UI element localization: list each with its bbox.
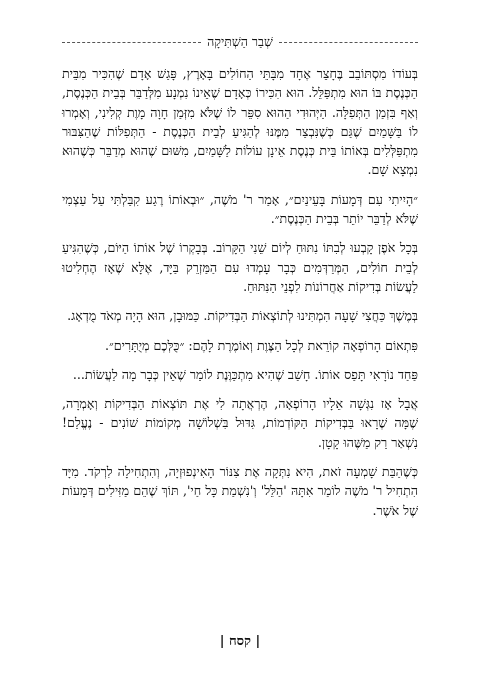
paragraph: פִּתְאוֹם הָרוֹפְאָה קוֹרֵאת לְכָל הַצֶּוֶת וְאוֹמֶרֶת לָהֶם: ״כֻּלְּכֶם מְיֻתָּרִים״. [104,337,418,353]
body-text [62,64,418,530]
page-header [62,33,418,51]
paragraph: פַּחַד נוֹרָאִי תָּפַס אוֹתוֹ. חָשַׁב שֶׁהִיא מִתְכַּוֶּנֶת לוֹמַר שֶׁאֵין כְּבָר מָה לַעֲשׂוֹת... [72,366,418,382]
paragraph: בְּמֶשֶׁךְ כַּחֲצִי שָׁעָה הִמְתִּינוּ לְתוֹצְאוֹת הַבְּדִיקוֹת. כַּמּוּבָן, הוּא הָיָה מְאֹד מֻדְאָג. [67,308,418,324]
header-rule-left [62,42,201,43]
chapter-title: שְׁבַר הַשְׁתִּיקָה [207,34,273,49]
paragraph: ״הָיִיתִי עִם דְּמָעוֹת בָּעֵינַיִם״, אָמַר ר' מֹשֶׁה, ״וּבְאוֹתוֹ רֶגַע קִבַּלְתִּי עַל עַצְמִי שֶׁלֹּא לְדַבֵּר יוֹתֵר בְּבֵית הַכְּנֶסֶת״. [62,191,418,227]
header-rule-right [279,42,418,43]
paragraph: אֲבָל אָז נִגְּשָׁה אֵלָיו הָרוֹפְאָה, הֶרְאֲתָה לִי אֶת תּוֹצְאוֹת הַבְּדִיקוֹת וְאָמְרָה, שֶׁמָּה שֶׁרָאוּ בַּבְּדִיקוֹת הַקּוֹדְמוֹת, גִּדּוּל בִּשְׁלוֹשָׁה מְקוֹמוֹת שׁוֹנִים - נֶעֱלַם! נִשְׁאַר רַק מַשֶּׁהוּ קָטָן. [62,396,418,450]
paragraph: בְּכָל אֹפֶן קָבְעוּ לְבִתּוֹ נִתּוּחַ לְיוֹם שֵׁנִי הַקָּרוֹב. בְּבָקְרוֹ שֶׁל אוֹתוֹ הַיּוֹם, כְּשֶׁהִגִּיעַ לְבֵית חוֹלִים, הַמְּרַדְּמִים כְּבָר עָמְדוּ עִם הַמַּזְרֵק בַּיָּד, אֶלָּא שֶׁאָז הֶחְלִיטוּ לַעֲשׂוֹת בְּדִיקוֹת אַחֲרוֹנוֹת לִפְנֵי הַנִּתּוּחַ. [62,240,418,294]
paragraph: כְּשֶׁהַבַּת שָׁמְעָה זֹאת, הִיא נִתְּקָה אֶת צִנּוֹר הָאִינְפוּזְיָה, וְהִתְחִילָה לִרְקֹד. מִיָּד הִתְחִיל ר' מֹשֶׁה לוֹמַר אִתָּהּ 'הַלֵּל' וְ'נִשְׁמַת כָּל חַי', תּוֹךְ שֶׁהֵם מַזִּילִים דְּמָעוֹת שֶׁל אֹשֶׁר. [62,464,418,518]
page-number: | קסח | [219,634,261,649]
paragraph: בְּעוֹדוֹ מִסְתּוֹבֵב בֶּחָצֵר אֶחָד מִבָּתֵּי הַחוֹלִים בָּאָרֶץ, פָּגַשׁ אָדָם שֶׁהִכִּיר מִבֵּית הַכְּנֶסֶת בּוֹ הוּא מִתְפַּלֵּל. הוּא הִכִּירוֹ כְּאָדָם שֶׁאֵינוֹ נִמְנָע מִלְּדַבֵּר בְּבֵית הַכְּנֶסֶת, וְאַף בִּזְמַן הַתְּפִלָּה. הַיְּהוּדִי הַהוּא סִפֵּר לוֹ שֶׁלֹּא מִזְּמַן חָוָה מָוֶת קְלִינִי, וְאָמְרוּ לוֹ בַּשָּׁמַיִם שֶׁגַּם כְּשֶׁנִּבְצַר מִמֶּנּוּ לְהַגִּיעַ לְבֵית הַכְּנֶסֶת - הַתְּפִלּוֹת שֶׁהַצִּבּוּר מִתְפַּלְּלִים בְּאוֹתוֹ בֵּית כְּנֶסֶת אֵינָן עוֹלוֹת לַשָּׁמַיִם, מִשּׁוּם שֶׁהוּא מְדַבֵּר כְּשֶׁהוּא נִמְצָא שָׁם. [62,66,418,178]
